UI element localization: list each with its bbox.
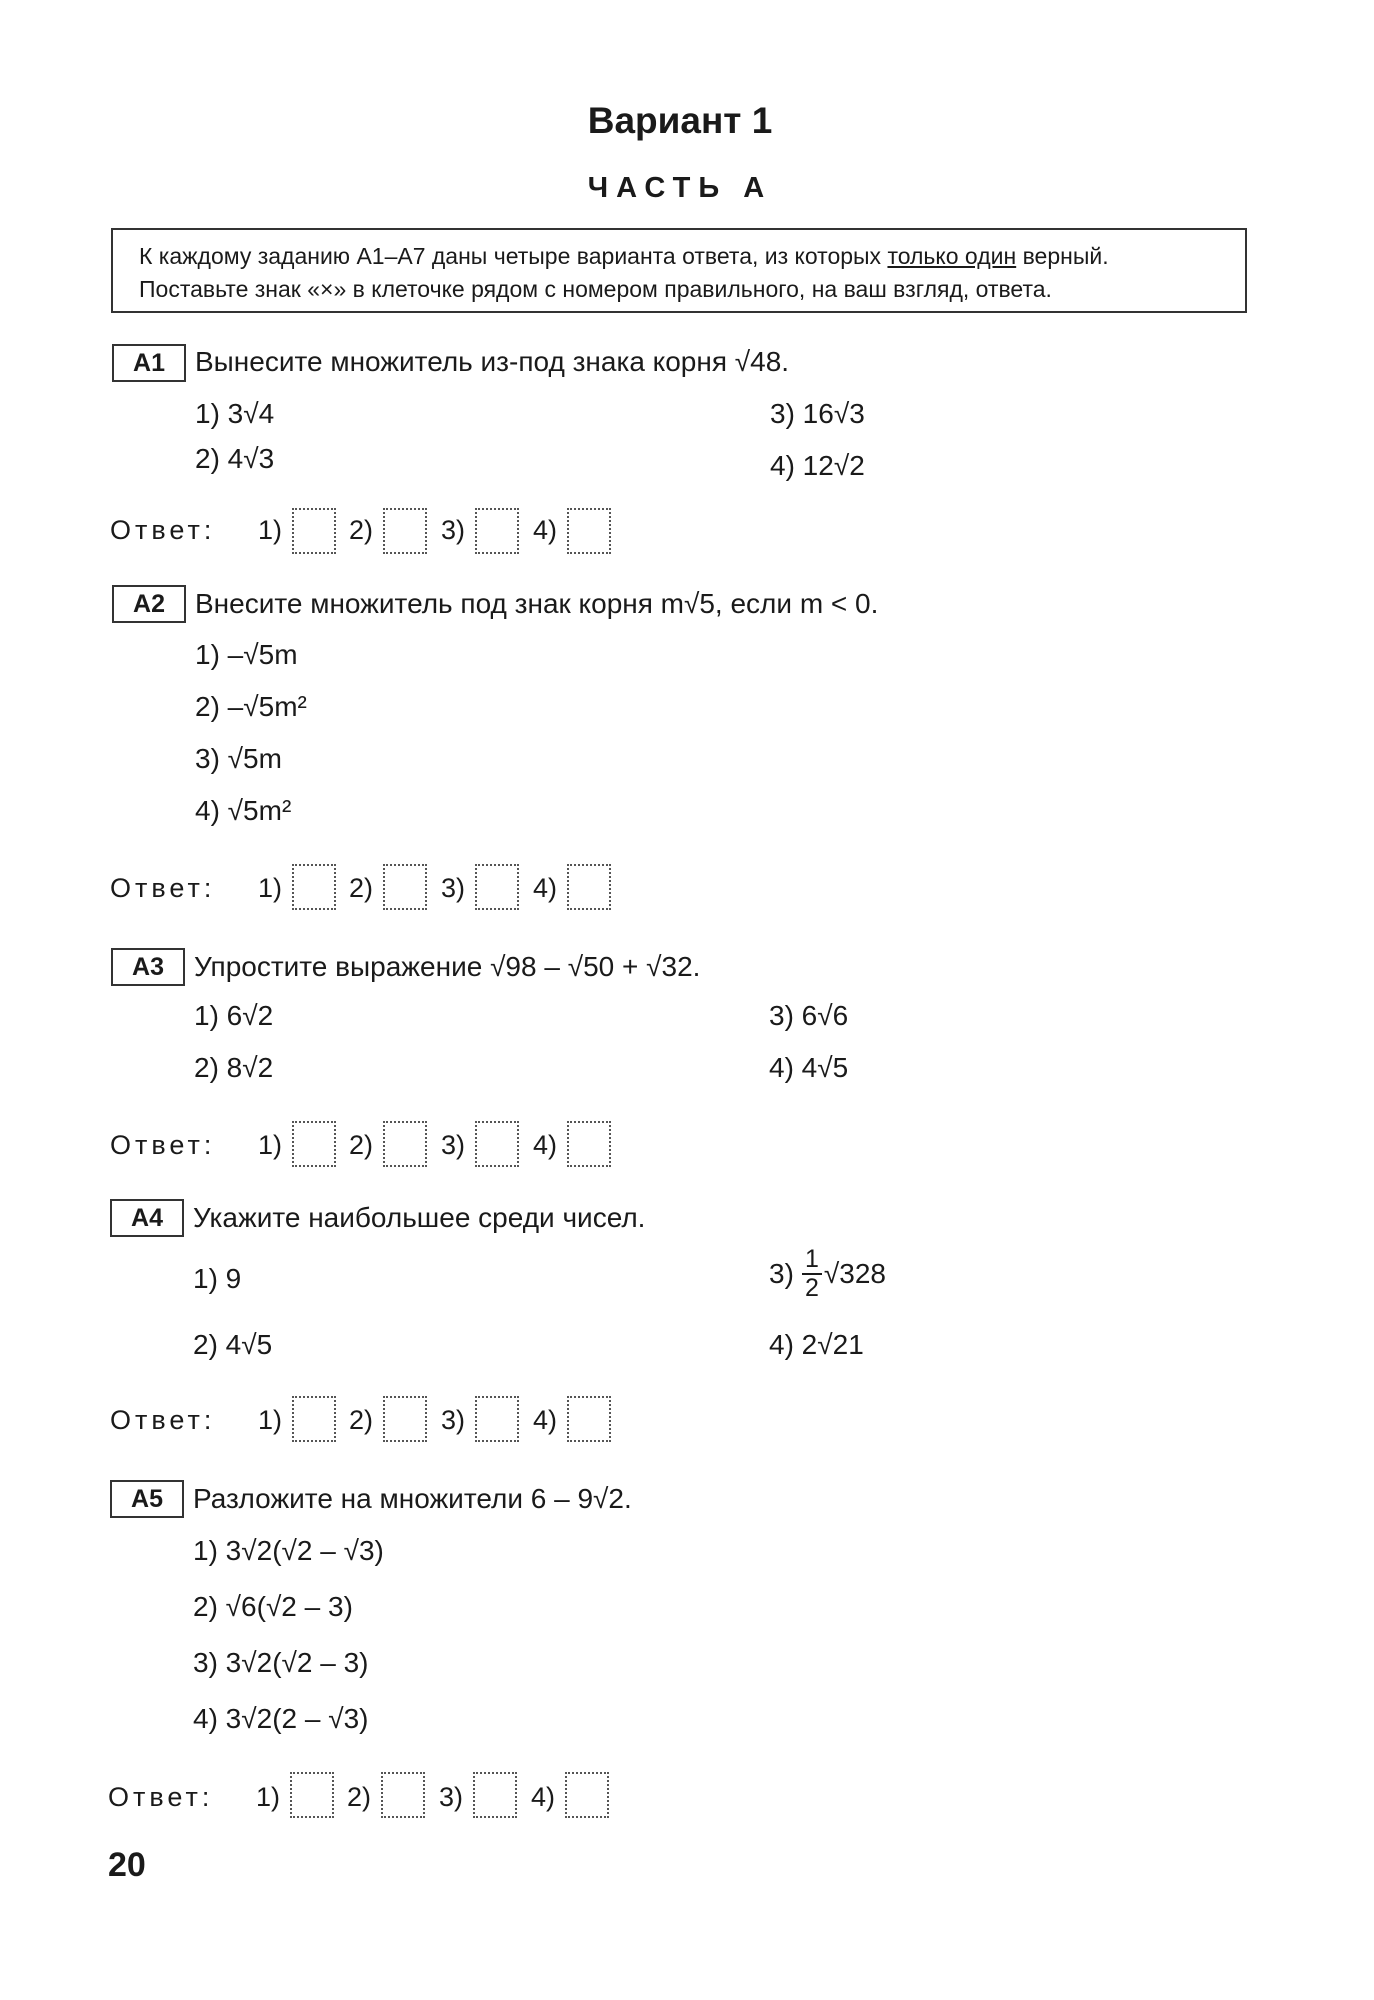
option-a4-3: 3) $\frac{1}{2}$ √328: [769, 1245, 886, 1302]
answer-label: Ответ:: [110, 1130, 216, 1160]
fraction: $\frac{1}{2}$: [802, 1246, 822, 1302]
answer-box-a3-1[interactable]: [292, 1121, 336, 1167]
page-number: 20: [108, 1846, 146, 1884]
answer-label: Ответ:: [108, 1782, 214, 1812]
question-label-a2: А2: [112, 585, 186, 623]
option-a4-1: 1) 9: [193, 1263, 242, 1294]
answer-box-a4-4[interactable]: [567, 1396, 611, 1442]
page-title: Вариант 1: [587, 100, 773, 141]
option-a5-4: 4) 3√2(2 – √3): [193, 1703, 369, 1734]
option-a4-2: 2) 4√5: [193, 1329, 273, 1360]
option-a2-2: 2) –√5m²: [195, 691, 307, 722]
answer-box-a4-2[interactable]: [383, 1396, 427, 1442]
answer-box-a3-2[interactable]: [383, 1121, 427, 1167]
instruction-line-1: К каждому заданию А1–А7 даны четыре варианта ответа, из которых только один верный.: [139, 243, 1109, 269]
option-a3-4: 4) 4√5: [769, 1052, 849, 1083]
question-text-a2: Внесите множитель под знак корня m√5, если m < 0.: [195, 588, 879, 619]
option-a1-4: 4) 12√2: [770, 450, 865, 481]
answer-box-a1-1[interactable]: [292, 508, 336, 554]
answer-box-a1-3[interactable]: [475, 508, 519, 554]
option-a3-3: 3) 6√6: [769, 1000, 849, 1031]
question-label-a4: А4: [110, 1199, 184, 1237]
option-a3-2: 2) 8√2: [194, 1052, 274, 1083]
answer-box-a5-2[interactable]: [381, 1772, 425, 1818]
option-a3-1: 1) 6√2: [194, 1000, 274, 1031]
part-heading: ЧАСТЬ А: [587, 172, 773, 204]
instruction-line-2: Поставьте знак «×» в клеточке рядом с номером правильного, на ваш взгляд, ответа.: [139, 276, 1052, 302]
option-a5-1: 1) 3√2(√2 – √3): [193, 1535, 384, 1566]
answer-box-a3-3[interactable]: [475, 1121, 519, 1167]
option-a1-2: 2) 4√3: [195, 443, 275, 474]
answer-box-a2-3[interactable]: [475, 864, 519, 910]
answer-box-a2-2[interactable]: [383, 864, 427, 910]
question-text-a3: Упростите выражение √98 – √50 + √32.: [194, 951, 701, 982]
question-label-a5: А5: [110, 1480, 184, 1518]
option-a1-1: 1) 3√4: [195, 398, 275, 429]
option-a2-1: 1) –√5m: [195, 639, 298, 670]
answer-box-a5-3[interactable]: [473, 1772, 517, 1818]
answer-box-a4-3[interactable]: [475, 1396, 519, 1442]
question-text-a1: Вынесите множитель из-под знака корня √48.: [195, 346, 790, 377]
answer-label: Ответ:: [110, 873, 216, 903]
option-a4-4: 4) 2√21: [769, 1329, 864, 1360]
question-text-a5: Разложите на множители 6 – 9√2.: [193, 1483, 632, 1514]
answer-label: Ответ:: [110, 515, 216, 545]
answer-label: Ответ:: [110, 1405, 216, 1435]
option-a1-3: 3) 16√3: [770, 398, 865, 429]
option-a2-4: 4) √5m²: [195, 795, 292, 826]
question-label-a3: А3: [111, 948, 185, 986]
answer-box-a5-1[interactable]: [290, 1772, 334, 1818]
option-a5-3: 3) 3√2(√2 – 3): [193, 1647, 369, 1678]
answer-box-a2-1[interactable]: [292, 864, 336, 910]
question-text-a4: Укажите наибольшее среди чисел.: [193, 1202, 646, 1233]
answer-box-a5-4[interactable]: [565, 1772, 609, 1818]
answer-box-a4-1[interactable]: [292, 1396, 336, 1442]
answer-box-a1-2[interactable]: [383, 508, 427, 554]
answer-box-a3-4[interactable]: [567, 1121, 611, 1167]
instruction-box: [111, 228, 1247, 313]
question-label-a1: А1: [112, 344, 186, 382]
option-a2-3: 3) √5m: [195, 743, 282, 774]
option-a5-2: 2) √6(√2 – 3): [193, 1591, 353, 1622]
underlined-text: только один: [887, 243, 1017, 269]
answer-box-a1-4[interactable]: [567, 508, 611, 554]
answer-box-a2-4[interactable]: [567, 864, 611, 910]
